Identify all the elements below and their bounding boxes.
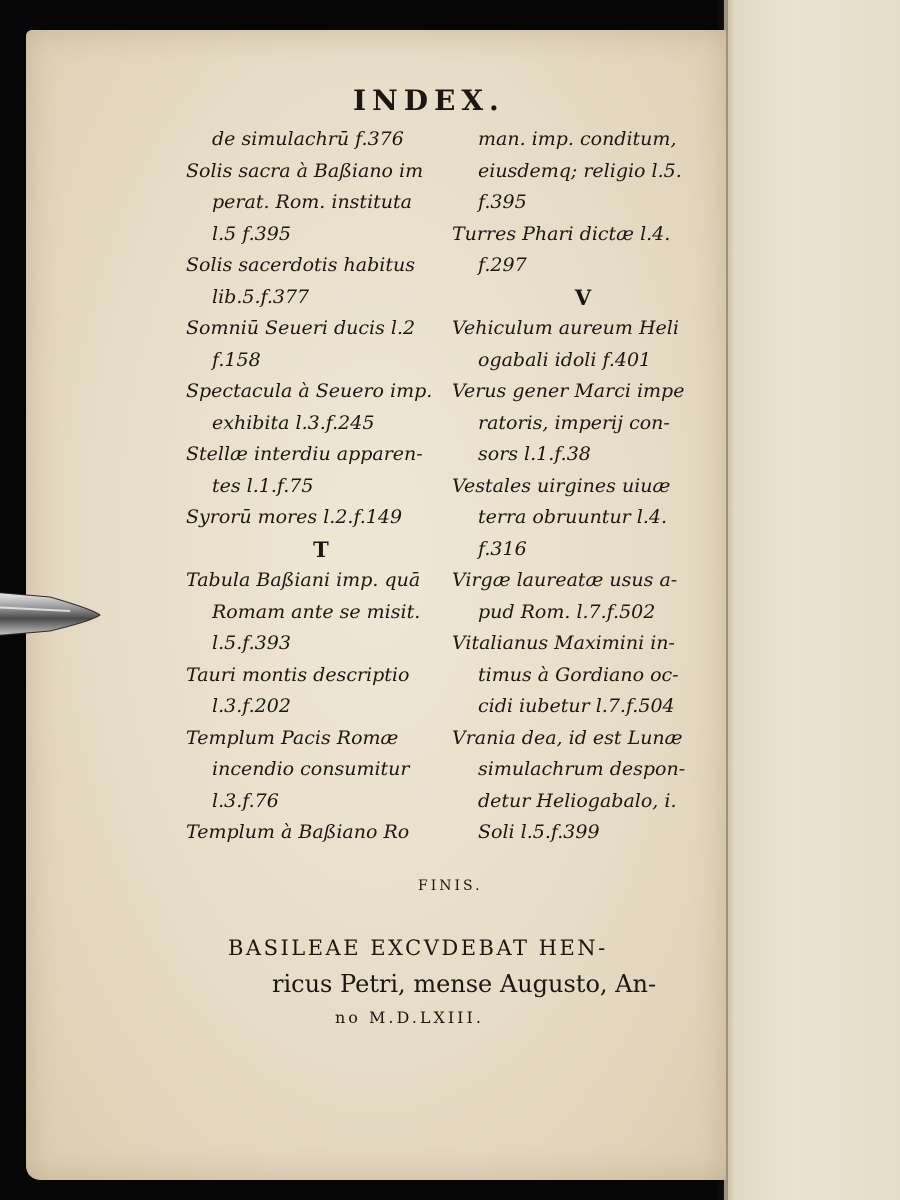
index-entry-line: eiusdemq; religio l.5. bbox=[478, 159, 682, 182]
index-entry-line: terra obruuntur l.4. bbox=[478, 506, 668, 528]
index-entry-line: lib.5.f.377 bbox=[212, 285, 310, 308]
index-entry-line: Templum Pacis Romæ bbox=[186, 726, 399, 749]
index-entry-line: de simulachrū f.376 bbox=[212, 128, 404, 150]
metal-pointer-icon bbox=[0, 585, 102, 643]
index-entry-line: f.395 bbox=[478, 191, 527, 213]
index-entry-line: l.3.f.76 bbox=[212, 789, 279, 812]
index-entry-line: l.3.f.202 bbox=[212, 695, 291, 717]
index-entry-line: Verus gener Marci impe bbox=[452, 380, 685, 402]
index-entry-line: man. imp. conditum, bbox=[478, 128, 677, 150]
finis-line: FINIS. bbox=[418, 878, 483, 894]
index-entry-line: Turres Phari dictæ l.4. bbox=[452, 222, 671, 245]
index-entry-line: Somniū Seueri ducis l.2 bbox=[186, 317, 416, 339]
index-entry-line: Vrania dea, id est Lunæ bbox=[452, 726, 683, 749]
index-entry-line: exhibita l.3.f.245 bbox=[212, 411, 375, 434]
index-entry-line: Soli l.5.f.399 bbox=[478, 821, 600, 843]
index-entry-line: l.5.f.393 bbox=[212, 632, 291, 654]
index-entry-line: Tabula Baßiani imp. quā bbox=[186, 569, 421, 591]
index-entry-line: sors l.1.f.38 bbox=[478, 443, 591, 465]
index-entry-line: perat. Rom. instituta bbox=[212, 191, 412, 213]
index-entry-line: timus à Gordiano oc- bbox=[478, 663, 679, 686]
index-entry-line: Vitalianus Maximini in- bbox=[452, 632, 675, 654]
page-header: INDEX. bbox=[353, 84, 505, 117]
index-entry-line: ratoris, imperij con- bbox=[478, 411, 670, 434]
index-entry-line: Solis sacra à Baßiano im bbox=[186, 159, 424, 182]
colophon-line-2: ricus Petri, mense Augusto, An- bbox=[272, 970, 657, 998]
index-entry-line: cidi iubetur l.7.f.504 bbox=[478, 695, 675, 717]
index-entry-line: l.5 f.395 bbox=[212, 222, 291, 245]
index-column-right bbox=[452, 124, 714, 849]
index-section-letter: V bbox=[574, 284, 592, 310]
index-entry-line: Romam ante se misit. bbox=[212, 600, 421, 623]
index-entry-line: pud Rom. l.7.f.502 bbox=[478, 600, 656, 623]
index-entry-line: Solis sacerdotis habitus bbox=[186, 254, 415, 276]
index-entry-line: f.316 bbox=[478, 537, 527, 560]
index-entry-line: Tauri montis descriptio bbox=[186, 663, 410, 686]
index-entry-line: Syrorū mores l.2.f.149 bbox=[186, 506, 403, 528]
colophon-line-1: BASILEAE EXCVDEBAT HEN- bbox=[228, 936, 608, 960]
index-entry-line: Vestales uirgines uiuæ bbox=[452, 474, 671, 497]
index-entry-line: Spectacula à Seuero imp. bbox=[186, 380, 433, 402]
index-entry-line: Virgæ laureatæ usus a- bbox=[452, 569, 678, 591]
index-entry-line: Stellæ interdiu apparen- bbox=[186, 443, 423, 465]
colophon-line-3: no M.D.LXIII. bbox=[335, 1008, 484, 1027]
index-entry-line: tes l.1.f.75 bbox=[212, 474, 314, 497]
index-entry-line: incendio consumitur bbox=[212, 758, 410, 780]
index-column-left bbox=[186, 124, 456, 849]
index-section-letter: T bbox=[313, 536, 329, 562]
index-entry-line: Templum à Baßiano Ro bbox=[186, 821, 410, 843]
index-entry-line: detur Heliogabalo, i. bbox=[478, 789, 677, 812]
index-entry-line: f.158 bbox=[212, 348, 261, 371]
index-entry-line: f.297 bbox=[478, 254, 527, 276]
index-entry-line: ogabali idoli f.401 bbox=[478, 348, 652, 371]
index-entry-line: Vehiculum aureum Heli bbox=[452, 317, 679, 339]
index-entry-line: simulachrum despon- bbox=[478, 758, 686, 780]
